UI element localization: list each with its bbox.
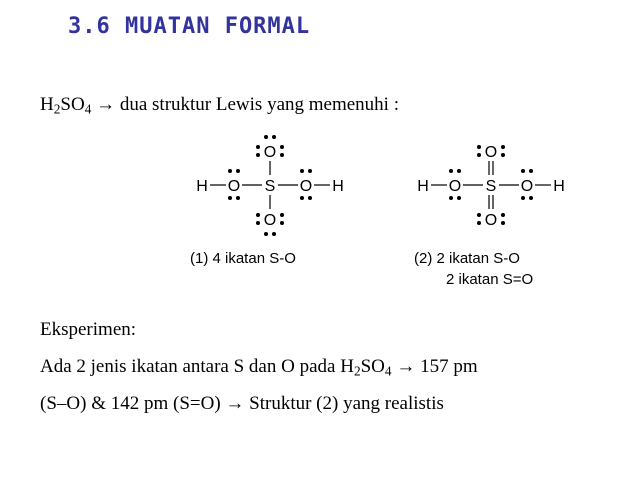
intro-text: → dua struktur Lewis yang memenuhi :	[91, 94, 399, 115]
intro-line	[40, 94, 399, 116]
atom-h-right: H	[332, 178, 344, 195]
formula-so-sub: 4	[84, 101, 92, 117]
experiment-line-2: (S–O) & 142 pm (S=O) → Struktur (2) yang realistis	[40, 393, 444, 414]
atom-h-left: H	[196, 178, 208, 195]
lewis-structure-2	[391, 128, 591, 246]
atom-s: S	[485, 178, 497, 195]
atom-o-bottom: O	[263, 212, 277, 229]
atom-s: S	[264, 178, 276, 195]
atom-o-right: O	[299, 178, 313, 195]
structure-2-caption-2: 2 ikatan S=O	[446, 271, 534, 288]
atom-h-right: H	[553, 178, 565, 195]
atom-o-top: O	[484, 144, 498, 161]
atom-o-bottom: O	[484, 212, 498, 229]
formula-h: H	[340, 356, 354, 377]
structure-2-caption-1: (2) 2 ikatan S-O	[414, 250, 520, 267]
formula-so-sub: 4	[384, 363, 392, 379]
formula-so: SO	[60, 94, 85, 115]
atom-o-left: O	[227, 178, 241, 195]
formula-h-sub: 2	[353, 363, 361, 379]
formula-so: SO	[360, 356, 385, 377]
formula-h: H	[40, 94, 54, 115]
structure-1-caption: (1) 4 ikatan S-O	[190, 250, 296, 267]
experiment-line-1	[40, 356, 478, 378]
lewis-structure-1	[170, 128, 370, 246]
experiment-heading: Eksperimen:	[40, 319, 137, 340]
formula-h-sub: 2	[53, 101, 61, 117]
atom-h-left: H	[417, 178, 429, 195]
atom-o-left: O	[448, 178, 462, 195]
experiment-line-1-pre: Ada 2 jenis ikatan antara S dan O pada	[40, 356, 341, 377]
page-title: 3.6 MUATAN FORMAL	[68, 14, 311, 39]
atom-o-right: O	[520, 178, 534, 195]
experiment-line-1-post: → 157 pm	[391, 356, 478, 377]
atom-o-top: O	[263, 144, 277, 161]
